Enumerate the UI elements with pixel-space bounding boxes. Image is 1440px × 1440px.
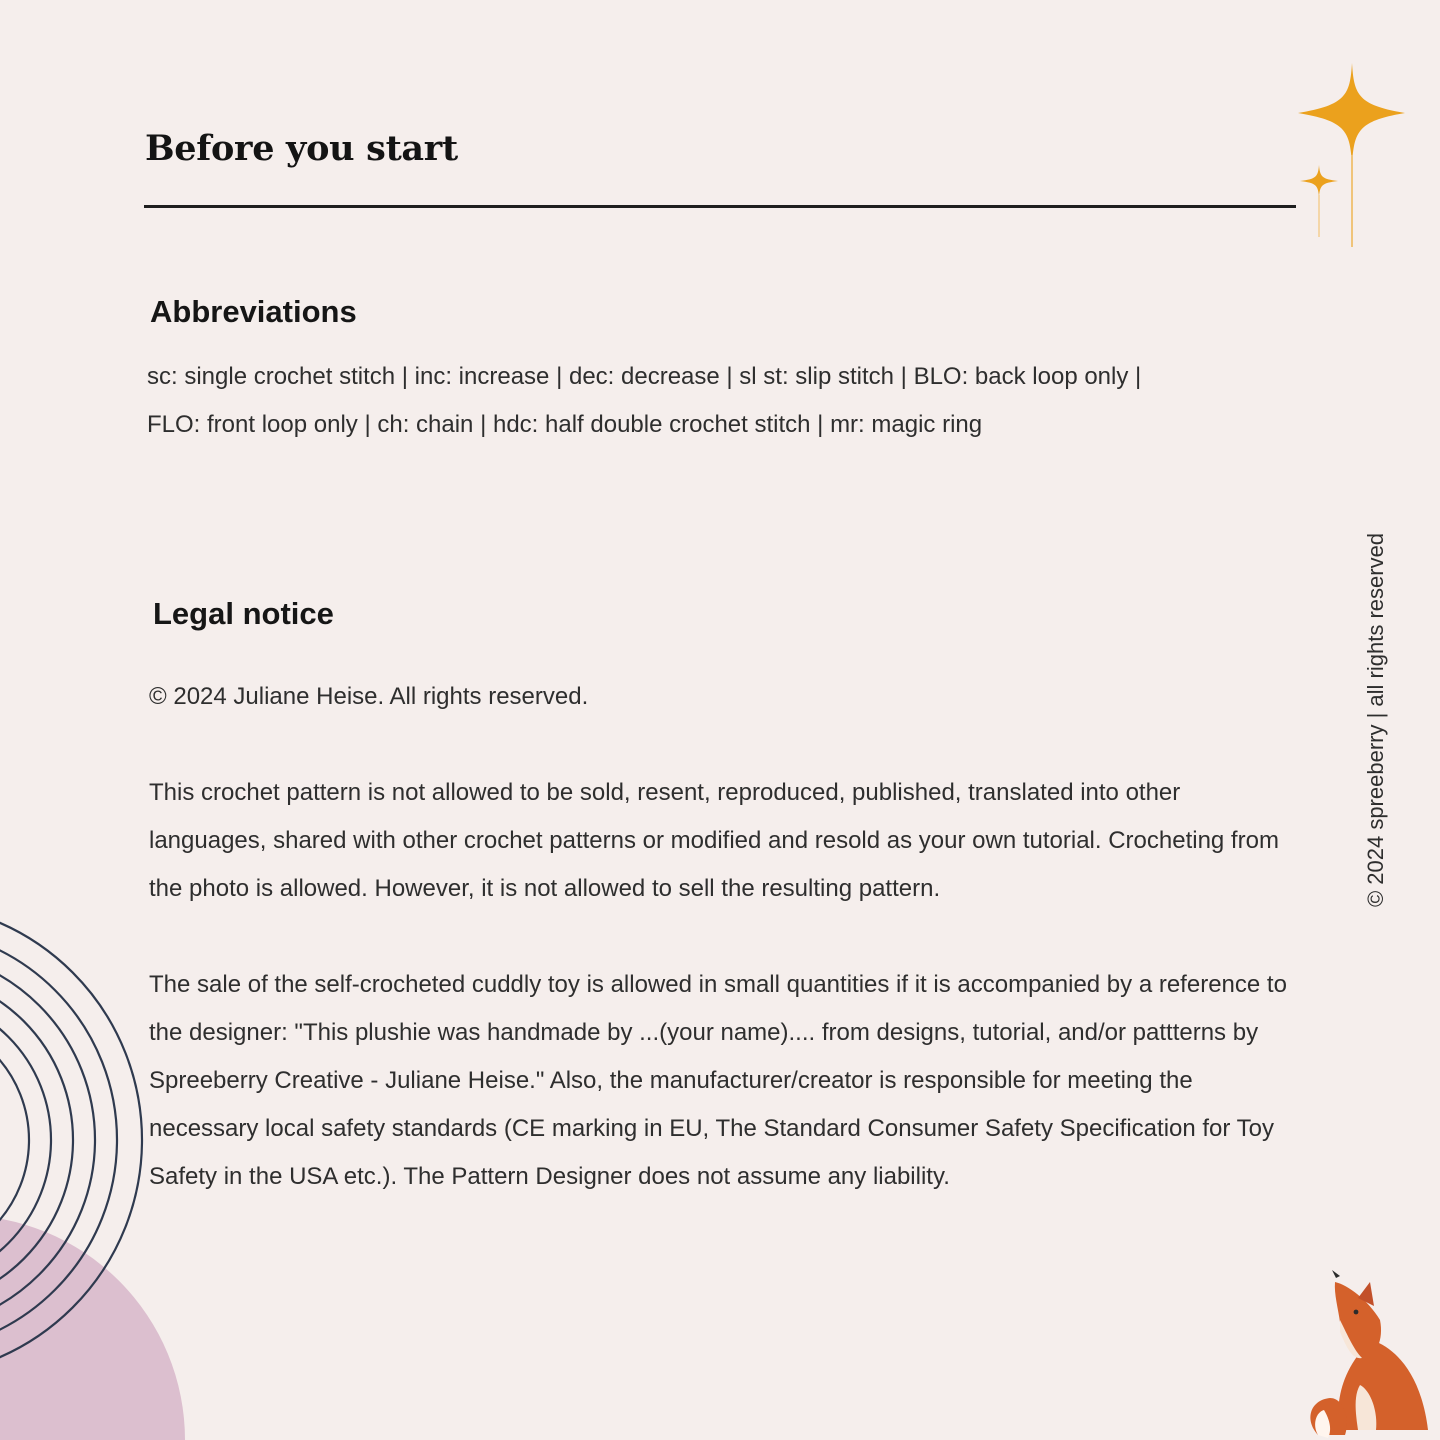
- abbreviations-line-2: FLO: front loop only | ch: chain | hdc: half double crochet stitch | mr: magic ring: [147, 411, 983, 438]
- vertical-copyright-credit: © 2024 spreeberry | all rights reserved: [1363, 532, 1388, 908]
- legal-notice-heading: Legal notice: [153, 596, 334, 631]
- abbreviations-line-1: sc: single crochet stitch | inc: increase | dec: decrease | sl st: slip stitch | BLO: back loop only |: [147, 363, 1142, 390]
- copyright-line: © 2024 Juliane Heise. All rights reserved.: [149, 683, 589, 710]
- sparkle-icon: [1290, 55, 1410, 255]
- legal-paragraph-2: The sale of the self-crocheted cuddly toy is allowed in small quantities if it is accompanied by a reference to the designer: "This plushie was handmade by ...(your name).... from designs, tutorial, and/or pattterns by Spreeberry Creative - Juliane Heise." Also, the manufacturer/creator is responsible for meeting the necessary local safety standards (CE marking in EU, The Standard Consumer Safety Specification for Toy Safety in the USA etc.). The Pattern Designer does not assume any liability.: [149, 971, 1287, 1190]
- decorative-blob: [0, 1215, 185, 1440]
- page-title: Before you start: [145, 128, 458, 169]
- title-divider: [144, 205, 1296, 208]
- fox-illustration: [1300, 1270, 1440, 1440]
- abbreviations-heading: Abbreviations: [150, 294, 357, 329]
- legal-paragraph-1: This crochet pattern is not allowed to be sold, resent, reproduced, published, translated into other languages, shared with other crochet patterns or modified and resold as your own tutorial. Crocheting from the photo is allowed. However, it is not allowed to sell the resulting pattern.: [149, 779, 1279, 902]
